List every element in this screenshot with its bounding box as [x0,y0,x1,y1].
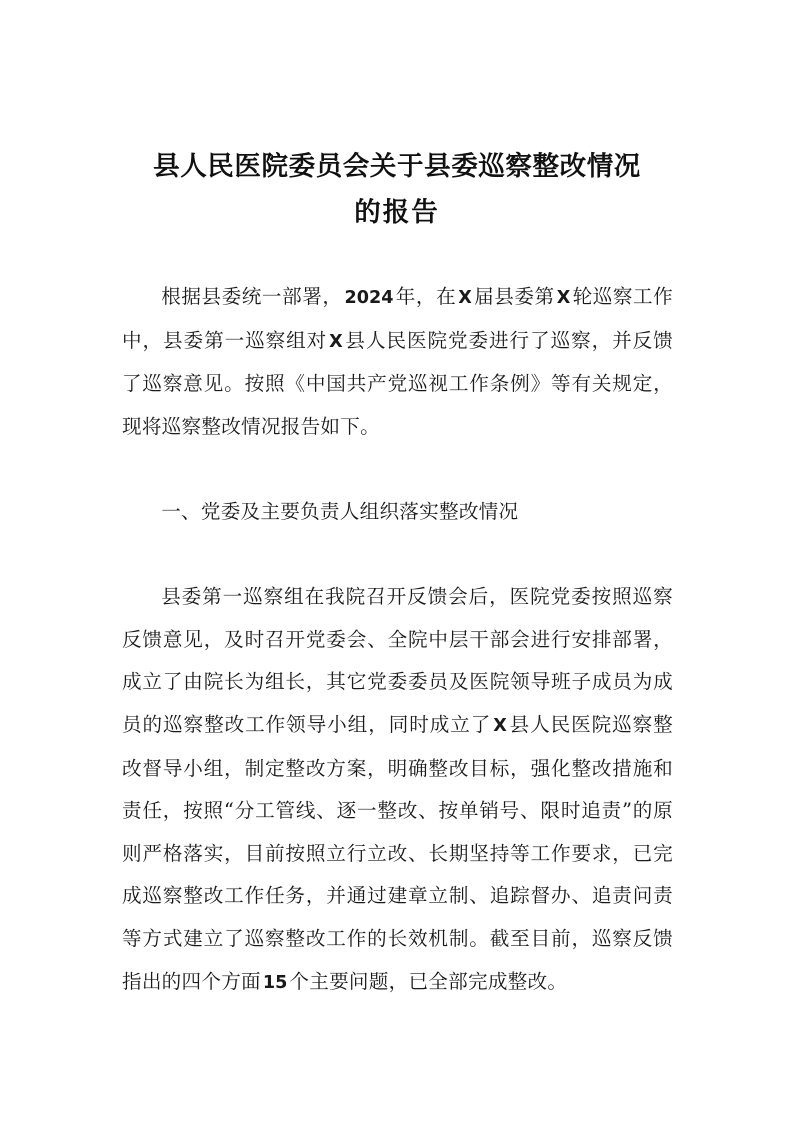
text-run-cjk: 年，在 [395,285,457,308]
page-title-line-1: 县人民医院委员会关于县委巡察整改情况 [153,150,641,182]
text-run-latin-count: 15 [262,972,288,993]
heading-spacer [122,534,673,577]
section-heading-1: 一、党委及主要负责人组织落实整改情况 [161,499,519,523]
text-run-cjk: 根据县委统一部署， [161,285,343,308]
text-run-cjk: 届县委第 [473,285,555,308]
text-run-cjk: 县委第一巡察组在我院召开反馈会后，医院党委按照巡察反馈意见，及时召开党委会、全院中层干部会进行安排部署，成立了由院长为组长，其它党委委员及医院领导班子成员为成员的巡察整改工作领导小组，同时成立了 [122,585,673,736]
paragraph-spacer [122,448,673,491]
document-body [122,276,673,1004]
text-run-cjk: 县人民医院党委进行了巡察，并反馈了巡察意见。按照《中国共产党巡视工作条例》等有关规定，现将巡察整改情况报告如下。 [122,328,674,438]
text-run-latin-x3: X [329,331,343,352]
text-run-cjk: 轮巡察工作中，县委第一巡察组对 [122,285,674,352]
text-run-latin-year: 2024 [344,288,394,308]
text-run-latin-x4: X [493,715,507,736]
paragraph-section-1-body [122,576,673,1004]
text-run-cjk: 个主要问题，已全部完成整改。 [289,969,568,993]
text-run-latin-x2: X [556,288,571,308]
text-run-cjk: 县人民医院巡察整改督导小组，制定整改方案，明确整改目标，强化整改措施和责任，按照“分工管线、逐一整改、按单销号、限时追责”的原则严格落实，目前按照立行立改、长期坚持等工作要求，已完成巡察整改工作任务，并通过建章立制、追踪督办、追责问责等方式建立了巡察整改工作的长效机制。截至目前，巡察反馈指出的四个方面 [122,712,674,993]
page-title [122,144,672,236]
paragraph-intro [122,276,673,448]
page-title-line-2: 的报告 [354,196,440,228]
text-run-latin-x1: X [458,288,472,308]
